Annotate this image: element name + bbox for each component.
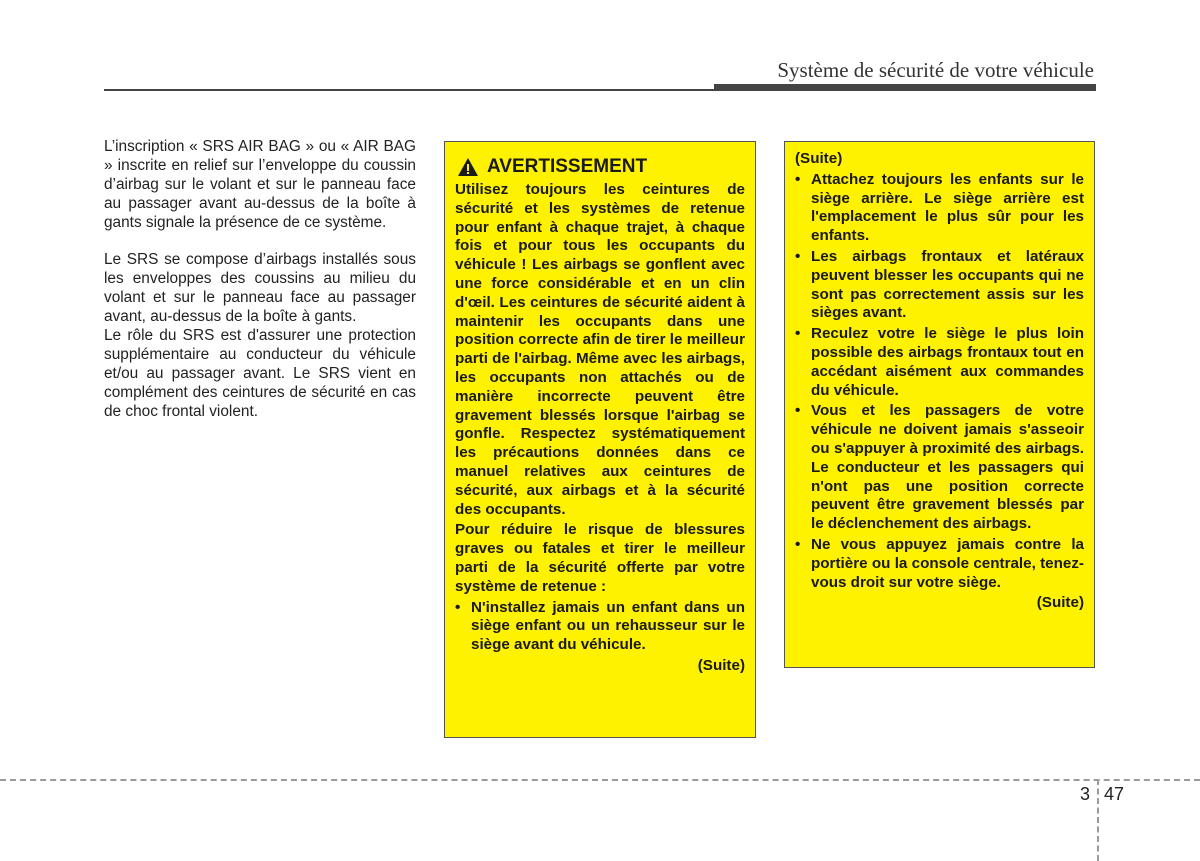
warning-triangle-icon — [457, 157, 479, 177]
paragraph-srs-role: Le rôle du SRS est d'assurer une protection supplémentaire au conducteur du véhicule et/ou au passager avant. Le SRS vient en complément des ceintures de sécurité en cas de choc frontal violent. — [104, 327, 416, 420]
continued-label-top: (Suite) — [795, 150, 843, 167]
footer-rule — [0, 779, 1200, 781]
warning-bullet: • N'installez jamais un enfant dans un siège enfant ou un rehausseur sur le siège avant du véhicule. — [455, 599, 745, 655]
left-text-column — [104, 138, 416, 422]
warning-bullet: • Reculez votre le siège le plus loin possible des airbags frontaux tout en accédant aisément aux commandes du véhicule. — [795, 325, 1084, 400]
continued-label: (Suite) — [697, 656, 745, 674]
warning-paragraph: Utilisez toujours les ceintures de sécurité et les systèmes de retenue pour enfant à chaque trajet, à chaque fois et pour tous les occupants du véhicule ! Les airbags se gonflent avec une force considérable et en un clin d'œil. Les ceintures de sécurité aident à maintenir les occupants dans une position correcte afin de tirer le meilleur parti de l'airbag. Même avec les airbags, les occupants non attachés ou de manière incorrecte peuvent être gravement blessés lorsque l'airbag se gonfle. Respectez systématiquement les précautions données dans ce manuel relatives aux ceintures de sécurité, aux airbags et à la sécurité des occupants. — [455, 181, 745, 518]
warning-bullet: • Ne vous appuyez jamais contre la portière ou la console centrale, tenez-vous droit sur votre siège. — [795, 536, 1084, 592]
warning-title: AVERTISSEMENT — [487, 156, 648, 177]
warning-bullet-list — [455, 599, 745, 655]
continued-label: (Suite) — [1036, 594, 1084, 612]
page-number: 47 — [1104, 784, 1125, 804]
paragraph-srs-composition: Le SRS se compose d’airbags installés sous les enveloppes des coussins au milieu du volant et sur le panneau face au passager avant, au-dessus de la boîte à gants. — [104, 251, 416, 326]
header-rule-accent — [714, 84, 1096, 90]
warning-header — [455, 156, 745, 178]
warning-bullet: • Les airbags frontaux et latéraux peuvent blesser les occupants qui ne sont pas correctement assis sur les sièges avant. — [795, 248, 1084, 323]
warning-bullet: • Vous et les passagers de votre véhicule ne doivent jamais s'asseoir ou s'appuyer à proximité des airbags. Le conducteur et les passagers qui n'ont pas une position correcte peuvent être gravement blessés par le déclenchement des airbags. — [795, 402, 1084, 534]
paragraph-srs-inscription: L’inscription « SRS AIR BAG » ou « AIR BAG » inscrite en relief sur l’enveloppe du coussin d’airbag sur le volant et sur le panneau face au passager avant au-dessus de la boîte à gants signale la présence de ce système. — [104, 138, 416, 231]
warning-bullet-list — [795, 171, 1084, 593]
warning-bullet: • Attachez toujours les enfants sur le siège arrière. Le siège arrière est l'emplacement le plus sûr pour les enfants. — [795, 171, 1084, 246]
warning-box — [444, 141, 756, 738]
page-header-title: Système de sécurité de votre véhicule — [777, 58, 1094, 82]
warning-box-continued — [784, 141, 1095, 668]
footer-divider — [1097, 779, 1099, 861]
chapter-number: 3 — [1080, 784, 1091, 804]
warning-paragraph: Pour réduire le risque de blessures graves ou fatales et tirer le meilleur parti de la sécurité offerte par votre système de retenue : — [455, 521, 745, 595]
